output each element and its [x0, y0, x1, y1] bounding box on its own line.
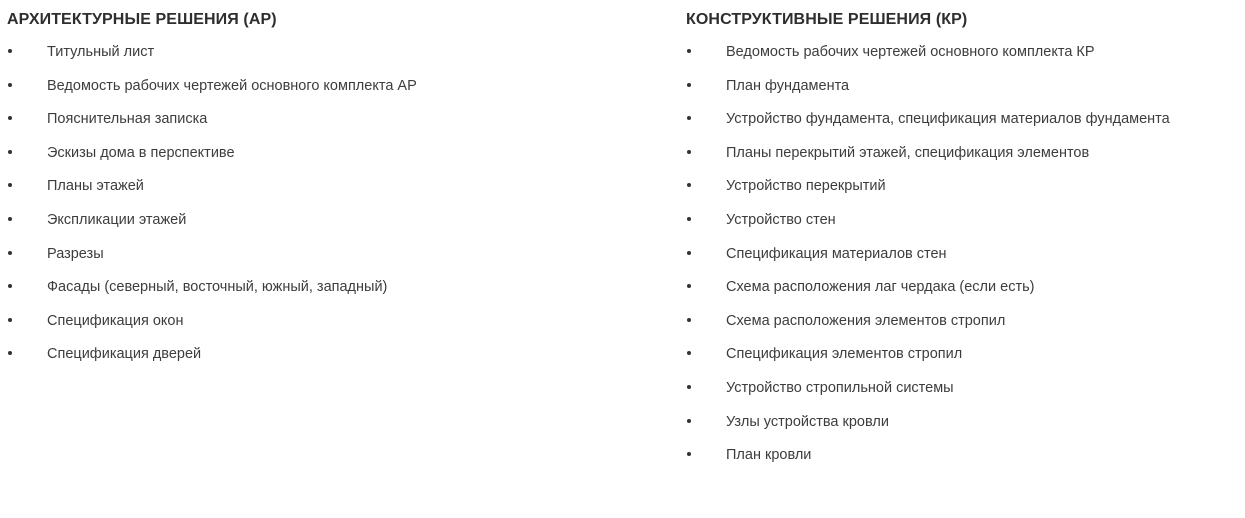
- list-item: [7, 43, 667, 77]
- list-item-label: Пояснительная записка: [47, 111, 208, 128]
- list-item-label: Разрезы: [47, 245, 104, 262]
- list-item: [686, 144, 1241, 178]
- bullet-icon: [8, 116, 12, 120]
- bullet-icon: [687, 217, 691, 221]
- list-item-label: Эскизы дома в перспективе: [47, 144, 235, 161]
- list-item-label: Планы перекрытий этажей, спецификация элементов: [726, 144, 1090, 161]
- list-item-label: Схема расположения элементов стропил: [726, 312, 1006, 329]
- list-item: [7, 177, 667, 211]
- list-item: [686, 446, 1241, 480]
- list-item: [7, 245, 667, 279]
- section-title-kr: КОНСТРУКТИВНЫЕ РЕШЕНИЯ (КР): [686, 11, 968, 28]
- list-item-label: План фундамента: [726, 77, 850, 94]
- list-item: [686, 413, 1241, 447]
- list-item-label: Устройство стен: [726, 211, 836, 228]
- bullet-icon: [8, 318, 12, 322]
- list-item-label: Ведомость рабочих чертежей основного комплекта КР: [726, 44, 1095, 60]
- list-item: [686, 245, 1241, 279]
- list-item-label: Спецификация материалов стен: [726, 245, 947, 262]
- list-item: [686, 43, 1241, 77]
- bullet-icon: [687, 419, 691, 423]
- bullet-icon: [8, 217, 12, 221]
- list-item: [686, 77, 1241, 111]
- list-item: [7, 110, 667, 144]
- bullet-icon: [8, 49, 12, 53]
- list-item: [686, 312, 1241, 346]
- list-item-label: Спецификация дверей: [47, 346, 202, 363]
- list-item: [7, 144, 667, 178]
- bullet-icon: [687, 351, 691, 355]
- list-item: [7, 278, 667, 312]
- list-item: [7, 345, 667, 379]
- bullet-icon: [8, 183, 12, 187]
- bullet-icon: [687, 318, 691, 322]
- list-item: [7, 77, 667, 111]
- bullet-icon: [687, 385, 691, 389]
- list-item: [7, 211, 667, 245]
- list-item-label: Экспликации этажей: [47, 211, 187, 228]
- bullet-icon: [687, 49, 691, 53]
- list-item: [686, 211, 1241, 245]
- list-item-label: Схема расположения лаг чердака (если есть): [726, 279, 1035, 296]
- list-item: [686, 379, 1241, 413]
- bullet-icon: [687, 150, 691, 154]
- list-item-label: Устройство фундамента, спецификация материалов фундамента: [726, 111, 1170, 128]
- list-item-label: План кровли: [726, 447, 812, 464]
- list-item: [686, 110, 1241, 144]
- list-item-label: Спецификация элементов стропил: [726, 346, 963, 363]
- section-title-ar: АРХИТЕКТУРНЫЕ РЕШЕНИЯ (АР): [7, 11, 277, 28]
- bullet-icon: [687, 183, 691, 187]
- bullet-icon: [687, 251, 691, 255]
- bullet-icon: [8, 251, 12, 255]
- list-item-label: Планы этажей: [47, 178, 144, 195]
- list-item: [7, 312, 667, 346]
- structural-section: [686, 0, 1241, 480]
- list-item-label: Устройство стропильной системы: [726, 379, 954, 396]
- bullet-icon: [687, 83, 691, 87]
- list-item-label: Узлы устройства кровли: [726, 413, 889, 430]
- list-item-label: Ведомость рабочих чертежей основного комплекта АР: [47, 77, 417, 94]
- list-kr: [686, 43, 1241, 480]
- bullet-icon: [687, 116, 691, 120]
- bullet-icon: [8, 351, 12, 355]
- bullet-icon: [687, 452, 691, 456]
- list-item-label: Спецификация окон: [47, 312, 184, 329]
- bullet-icon: [8, 150, 12, 154]
- bullet-icon: [8, 83, 12, 87]
- list-ar: [7, 43, 667, 379]
- bullet-icon: [8, 284, 12, 288]
- bullet-icon: [687, 284, 691, 288]
- list-item: [686, 177, 1241, 211]
- list-item: [686, 345, 1241, 379]
- list-item-label: Фасады (северный, восточный, южный, западный): [47, 279, 388, 296]
- architectural-section: [7, 0, 667, 379]
- list-item: [686, 278, 1241, 312]
- list-item-label: Титульный лист: [47, 44, 155, 60]
- list-item-label: Устройство перекрытий: [726, 178, 886, 195]
